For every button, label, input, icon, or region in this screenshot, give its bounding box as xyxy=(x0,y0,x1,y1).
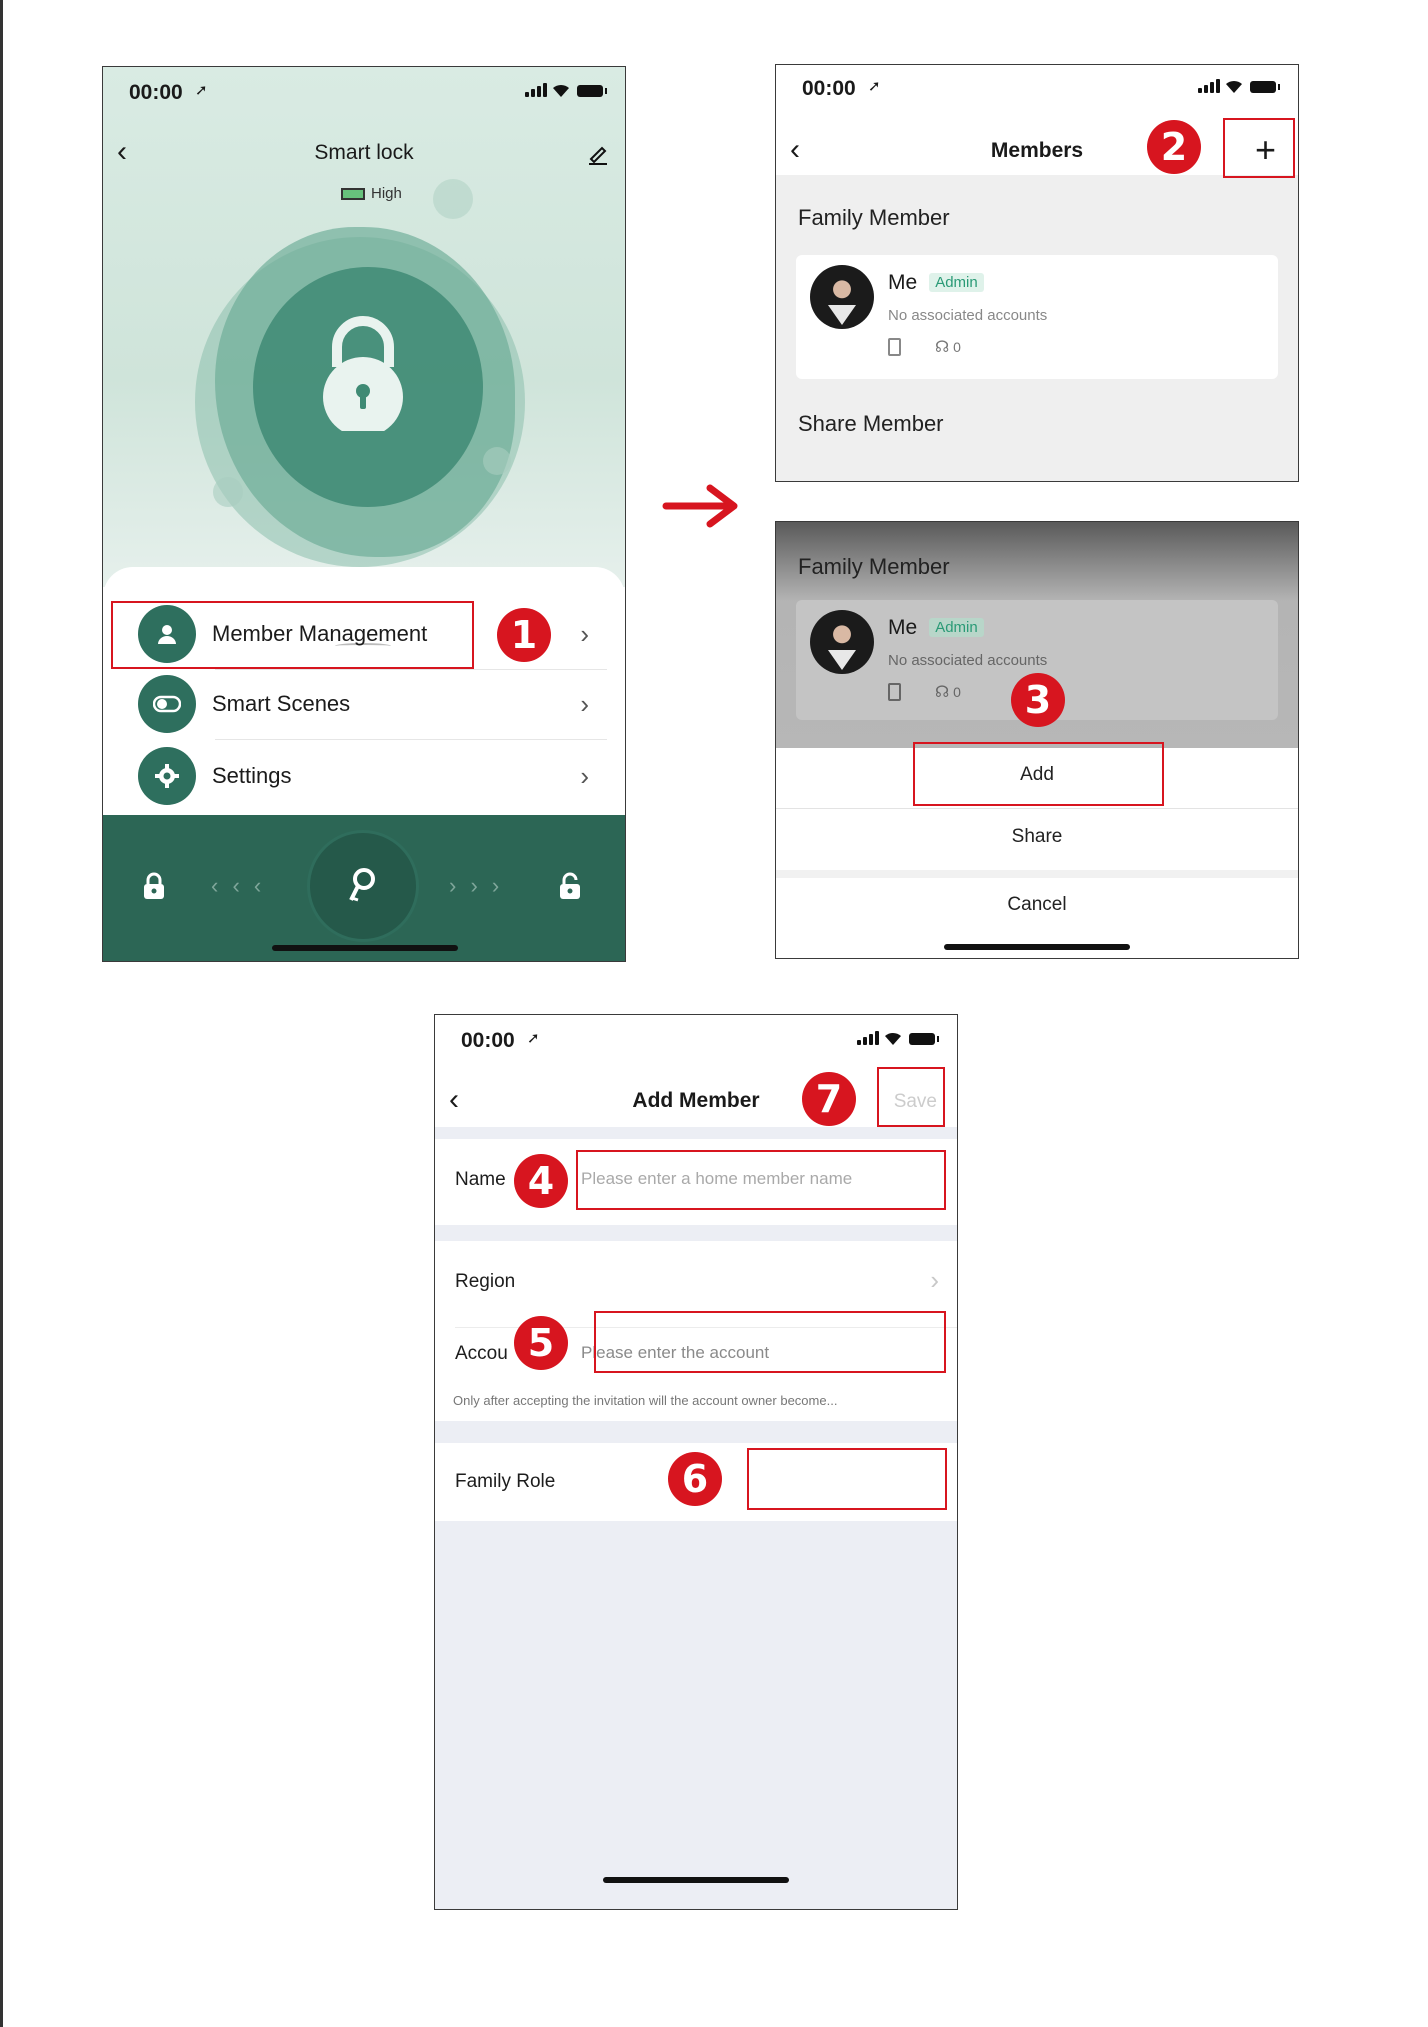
share-option[interactable]: Share xyxy=(1011,826,1063,847)
chevron-right-icon: › xyxy=(580,761,589,791)
hero-bubble xyxy=(213,477,243,507)
slide-left-arrows-icon: ‹ ‹ ‹ xyxy=(211,873,266,898)
account-input[interactable]: Please enter the account xyxy=(581,1343,770,1362)
nav-bar xyxy=(776,129,1298,169)
member-card[interactable] xyxy=(796,255,1278,379)
member-subtitle: No associated accounts xyxy=(888,307,1048,324)
battery-icon xyxy=(909,1033,935,1045)
gear-icon xyxy=(138,747,196,805)
add-action-sheet-screen xyxy=(775,521,1299,959)
hero-bubble xyxy=(483,447,511,475)
members-screen xyxy=(775,64,1299,482)
highlight-add-option xyxy=(913,742,1164,806)
battery-icon xyxy=(577,85,603,97)
section-share-member: Share Member xyxy=(798,411,944,436)
member-credentials xyxy=(888,682,961,702)
divider xyxy=(776,870,1298,878)
battery-level xyxy=(341,185,402,202)
callout-4: 4 xyxy=(514,1154,568,1208)
callout-1: 1 xyxy=(497,608,551,662)
role-badge: Admin xyxy=(929,273,984,292)
unlock-slider xyxy=(103,815,625,961)
highlight-member-management xyxy=(111,601,474,669)
role-badge: Admin xyxy=(929,618,984,637)
menu-smart-scenes[interactable] xyxy=(121,669,607,739)
hero-bubble xyxy=(433,179,473,219)
status-bar xyxy=(435,1015,957,1059)
fingerprint-icon: ☊ xyxy=(935,339,950,356)
invitation-hint: Only after accepting the invitation will the account owner become... xyxy=(453,1393,838,1408)
divider xyxy=(215,739,607,740)
menu-label: Member Management xyxy=(212,621,428,646)
name-input[interactable]: Please enter a home member name xyxy=(581,1169,853,1188)
location-icon: ➚ xyxy=(527,1030,540,1047)
fingerprint-count-value: 0 xyxy=(953,684,961,700)
arrow-right-icon xyxy=(662,484,742,528)
member-subtitle: No associated accounts xyxy=(888,652,1048,669)
callout-5: 5 xyxy=(514,1316,568,1370)
menu-label: Smart Scenes xyxy=(212,691,351,716)
phone-icon xyxy=(888,683,901,701)
home-indicator xyxy=(944,944,1130,950)
name-label: Name xyxy=(455,1169,506,1190)
highlight-account-input xyxy=(594,1311,946,1373)
menu-label: Settings xyxy=(212,763,292,788)
wifi-icon xyxy=(1225,79,1243,93)
page-title: Add Member xyxy=(632,1089,760,1112)
fingerprint-count xyxy=(935,337,961,357)
add-option[interactable]: Add xyxy=(1020,764,1054,785)
page-title: Members xyxy=(990,139,1084,162)
member-name-row xyxy=(888,271,984,295)
padlock-icon xyxy=(317,315,409,431)
back-icon[interactable]: ‹ xyxy=(117,135,127,168)
location-icon: ➚ xyxy=(868,78,881,95)
smart-lock-screen xyxy=(102,66,626,962)
section-family-member: Family Member xyxy=(798,554,950,579)
fingerprint-count xyxy=(935,682,961,702)
region-label: Region xyxy=(455,1271,516,1292)
menu-settings[interactable] xyxy=(121,741,607,811)
highlight-name-input xyxy=(576,1150,946,1210)
callout-3: 3 xyxy=(1011,673,1065,727)
battery-level-label: High xyxy=(371,185,402,202)
highlight-add-button xyxy=(1223,118,1295,178)
location-icon: ➚ xyxy=(195,82,208,99)
section-family-member: Family Member xyxy=(798,205,950,230)
chevron-right-icon[interactable]: › xyxy=(930,1265,939,1295)
toggle-icon xyxy=(138,675,196,733)
back-icon[interactable]: ‹ xyxy=(790,133,800,166)
callout-2: 2 xyxy=(1147,120,1201,174)
callout-7: 7 xyxy=(802,1072,856,1126)
callout-6: 6 xyxy=(668,1452,722,1506)
home-indicator xyxy=(272,945,458,951)
home-indicator xyxy=(603,1877,789,1883)
edit-icon[interactable] xyxy=(587,143,609,165)
signal-icon xyxy=(525,83,547,97)
status-bar xyxy=(103,67,625,111)
key-icon[interactable] xyxy=(310,833,416,939)
member-name: Me xyxy=(888,271,918,294)
chevron-right-icon: › xyxy=(580,689,589,719)
page-left-border xyxy=(0,0,3,2027)
wifi-icon xyxy=(884,1031,902,1045)
signal-icon xyxy=(1198,79,1220,93)
fingerprint-count-value: 0 xyxy=(953,339,961,355)
wifi-icon xyxy=(552,83,570,97)
avatar xyxy=(810,610,874,674)
highlight-save-button xyxy=(877,1067,945,1127)
battery-level-icon xyxy=(341,188,365,200)
member-name-row xyxy=(888,616,984,640)
divider xyxy=(776,808,1298,809)
add-member-button[interactable]: + xyxy=(1254,129,1276,170)
page-title: Smart lock xyxy=(314,141,414,164)
avatar xyxy=(810,265,874,329)
account-label: Accou xyxy=(455,1343,508,1364)
nav-bar xyxy=(103,131,625,171)
fingerprint-icon: ☊ xyxy=(935,684,950,701)
lock-open-icon[interactable] xyxy=(557,871,583,901)
save-button[interactable]: Save xyxy=(893,1091,937,1112)
slide-right-arrows-icon: › › › xyxy=(449,873,504,898)
status-bar xyxy=(776,64,1298,107)
member-credentials xyxy=(888,337,961,357)
status-time: 00:00 xyxy=(461,1029,515,1052)
cancel-button[interactable]: Cancel xyxy=(1007,894,1067,915)
battery-icon xyxy=(1250,81,1276,93)
status-time: 00:00 xyxy=(129,81,183,104)
highlight-family-role xyxy=(747,1448,947,1510)
status-time: 00:00 xyxy=(802,77,856,100)
family-role-label: Family Role xyxy=(455,1471,556,1492)
lock-closed-icon[interactable] xyxy=(141,871,167,901)
back-icon[interactable]: ‹ xyxy=(449,1083,459,1116)
signal-icon xyxy=(857,1031,879,1045)
phone-icon xyxy=(888,338,901,356)
chevron-right-icon: › xyxy=(580,619,589,649)
member-name: Me xyxy=(888,616,918,639)
